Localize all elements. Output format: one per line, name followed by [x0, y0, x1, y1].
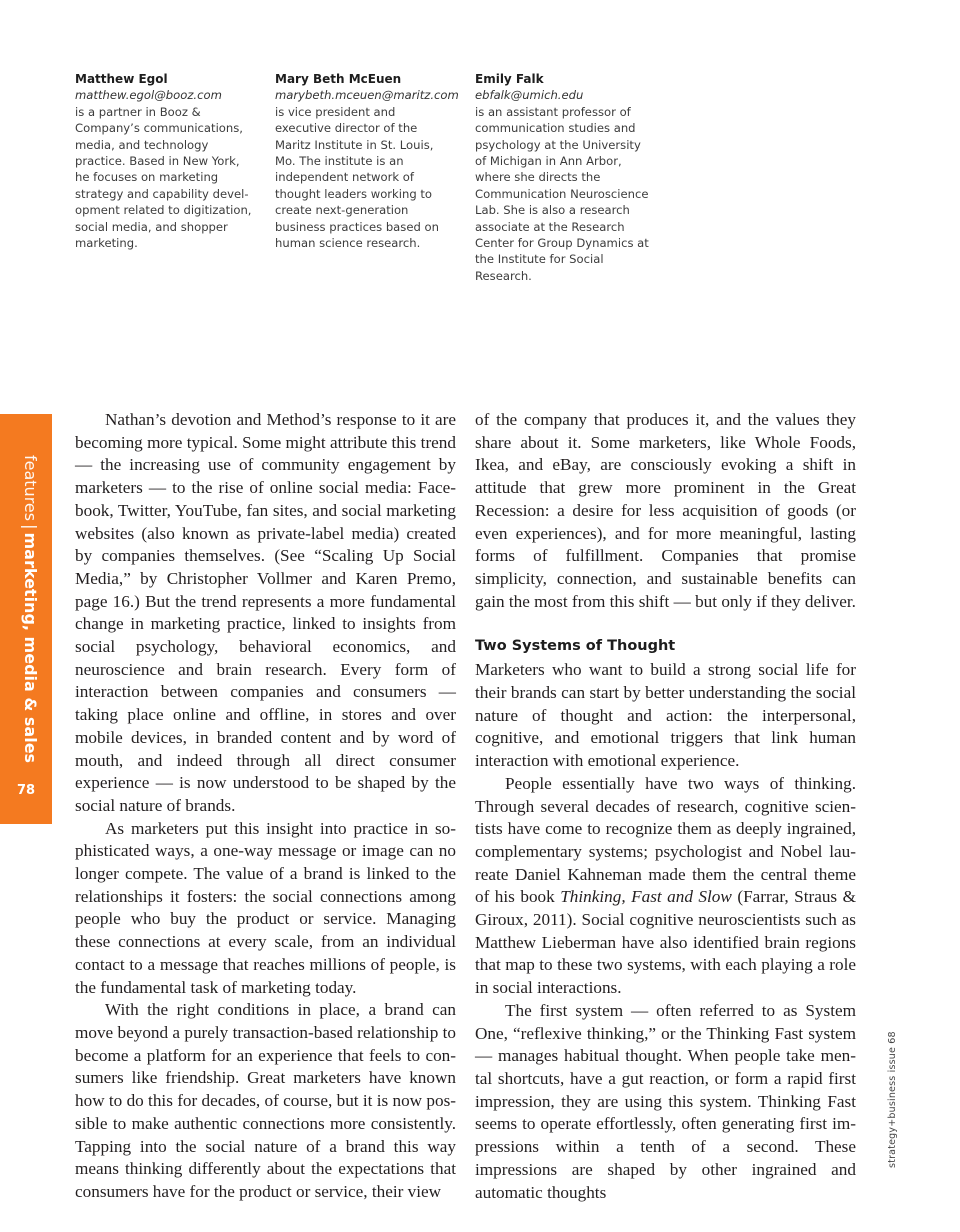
article-paragraph: of the company that produces it, and the values they share about it. Some marketers, like Whole Foods, Ikea, and eBay, are consciously evoking a shift in attitude that grew more prominent in the Great Recession: a desire for less acquisition of goods (or even experiences), and for more meaningful, lasting forms of fulfillment. Companies that promise simplicity, connection, and sustainable benefits can gain the most from this shift — but only if they deliver. — [475, 410, 856, 611]
article-column-left — [75, 409, 456, 1204]
author-description: is vice president and executive director of the Maritz Institute in St. Louis, Mo. The institute is an independent network of thought leaders working to create next-generation business practices based on human science research. — [275, 104, 439, 251]
author-bio — [275, 71, 459, 251]
article-paragraph: As marketers put this insight into practice in sophisticated ways, a one-way message or image can no longer compete. The value of a brand is linked to the relationships it fosters: the social connections among people who buy the product or service. Managing these connections at every scale, from an individual contact to a message that reaches millions of people, is the fundamental task of marketing today. — [75, 818, 456, 997]
page-number: 78 — [16, 783, 36, 798]
author-description: is an assistant professor of communication studies and psychology at the University of Michigan in Ann Arbor, where she directs the Communication Neuroscience Lab. She is also a research associate at the Research Center for Group Dynamics at the Institute for Social Research. — [475, 104, 649, 283]
article-paragraph: Marketers who want to build a strong social life for their brands can start by better understanding the social nature of thought and action: the interpersonal, cognitive, and emotional triggers that link human interaction with emotional experience. — [475, 660, 856, 771]
publication-issue: strategy+business issue 68 — [887, 1031, 898, 1168]
author-email[interactable]: matthew.egol@booz.com — [75, 88, 222, 103]
article-paragraph — [475, 773, 856, 1000]
author-email[interactable]: ebfalk@umich.edu — [475, 88, 584, 103]
section-heading: Two Systems of Thought — [475, 638, 676, 655]
article-paragraph: With the right conditions in place, a brand can move beyond a purely transaction-based relationship to become a platform for an experience that feels to consumers like friendship. Great marketers have known how to do this for decades, of course, but it is now possible to make authentic connections more consistently. Tapping into the social nature of a brand this way means thinking differently about the expectations that consumers have for the product or service, their view — [75, 1000, 456, 1201]
section-label — [8, 455, 42, 764]
publication-footer — [887, 1031, 907, 1170]
author-bio — [475, 71, 655, 284]
author-email[interactable]: marybeth.mceuen@maritz.com — [275, 88, 459, 103]
section-name: features — [21, 455, 40, 522]
author-bio — [75, 71, 253, 251]
article-column-right — [475, 409, 856, 1204]
section-separator: | — [21, 524, 40, 530]
section-topic: marketing, media & sales — [21, 532, 40, 764]
author-description: is a partner in Booz & Company’s communications, media, and technology practice. Based in New York, he focuses on marketing strategy and capability development related to digitization, social media, and shopper marketing. — [75, 104, 252, 251]
author-name: Matthew Egol — [75, 72, 168, 86]
author-name: Emily Falk — [475, 72, 544, 86]
paragraph-text: (Farrar, Straus & Giroux, 2011). Social cognitive neuroscientists such as Matthew Lieberman have also identified brain regions that map to these two systems, with each playing a role in social interactions. — [475, 887, 856, 998]
book-title: Thinking, Fast and Slow — [560, 887, 732, 907]
author-name: Mary Beth McEuen — [275, 72, 402, 86]
article-paragraph: The first system — often referred to as System One, “reflexive thinking,” or the Thinking Fast system — manages habitual thought. When people take mental shortcuts, have a gut reaction, or form a rapid first impression, they are using this system. Thinking Fast seems to operate effortlessly, often generating first impressions within a tenth of a second. These impressions are shaped by other ingrained and automatic thoughts — [475, 1000, 856, 1202]
article-paragraph: Nathan’s devotion and Method’s response to it are becoming more typical. Some might attribute this trend — the increasing use of community engagement by marketers — to the rise of online social media: Facebook, Twitter, YouTube, fan sites, and social marketing websites (also known as private-label media) created by companies themselves. (See “Scaling Up Social Media,” by Christopher Vollmer and Karen Premo, page 16.) But the trend represents a more fundamental change in marketing practice, linked to insights from social psychology, behavioral economics, and neuroscience and brain research. Every form of interaction between companies and consumers — taking place online and offline, in stores and over mobile devices, in branded content and by word of mouth, and indeed through all direct consumer experience — is now understood to be shaped by the social nature of brands. — [75, 410, 456, 815]
paragraph-text: People essentially have two ways of thinking. Through several decades of research, cognitive scientists have come to recognize them as deeply ingrained, complementary systems; psychologist and Nobel laureate Daniel Kahneman made them the central theme of his book — [475, 773, 856, 907]
